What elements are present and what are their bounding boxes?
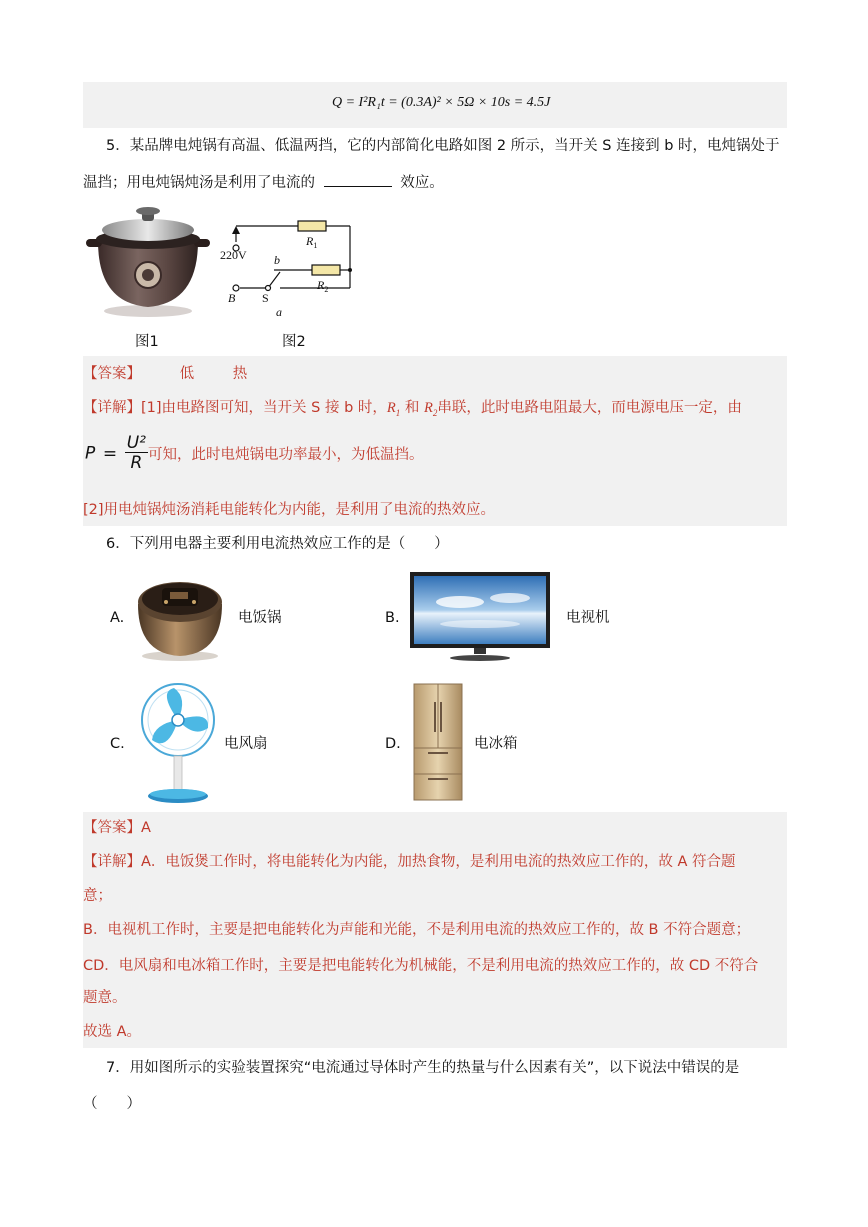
circuit-diagram (218, 212, 366, 322)
q5-answer (83, 364, 247, 384)
r2-label: $R_2$ (317, 278, 329, 294)
q6-option-a-label: 电饭锅 (238, 610, 282, 626)
q5-detail-and: 和 (404, 400, 420, 416)
q5-detail-line3: [2]用电炖锅炖汤消耗电能转化为内能，是利用了电流的热效应。 (83, 502, 496, 518)
television-image (410, 572, 550, 662)
q5-detail-line2 (85, 434, 424, 473)
q5-stem-line1: 5．某品牌电炖锅有高温、低温两挡，它的内部简化电路如图 2 所示，当开关 S 连接到 b 时，电炖锅处于 (106, 138, 780, 154)
q6-detail-line5: 题意。 (83, 990, 127, 1006)
q6-stem: 6．下列用电器主要利用电流热效应工作的是（ ） (106, 536, 449, 552)
joule-heat-formula: Q = I²R₁t = (0.3A)² × 5Ω × 10s = 4.5J (332, 95, 551, 110)
q6-option-c-letter[interactable]: C. (110, 736, 125, 752)
q6-answer-value: A (141, 820, 151, 836)
q6-option-b-label: 电视机 (566, 610, 610, 626)
refrigerator-image (412, 682, 464, 804)
q6-option-d-label: 电冰箱 (474, 736, 518, 752)
q6-option-b-letter[interactable]: B. (385, 610, 400, 626)
fig1-caption: 图1 (135, 334, 159, 350)
q5-stem-line2-end: 效应。 (400, 175, 444, 191)
q6-detail-text-0: A．电饭煲工作时，将电能转化为内能，加热食物，是利用电流的热效应工作的，故 A 符合题 (141, 854, 736, 870)
q5-detail-1c: 可知，此时电炖锅电功率最小，为低温挡。 (148, 447, 424, 463)
rice-cooker-image (132, 570, 228, 662)
q7-stem-line2: （ ） (83, 1096, 141, 1112)
q6-detail-line2: 意； (83, 888, 112, 904)
q5-detail-1a: [1]由电路图可知，当开关 S 接 b 时， (141, 400, 387, 416)
q6-answer (83, 818, 151, 838)
q5-stem-line2-text: 温挡；用电炖锅炖汤是利用了电流的 (83, 175, 315, 191)
q5-answer-label: 【答案】 (83, 366, 141, 382)
q5-answer-1: 低 (179, 366, 195, 382)
electric-fan-image (138, 682, 218, 806)
q6-detail-line1 (83, 852, 736, 872)
switch-label: S (262, 291, 269, 305)
slow-cooker-image (84, 203, 212, 321)
q5-detail-line1 (83, 398, 742, 423)
formula-numerator: U² (126, 433, 146, 453)
q6-detail-line3: B．电视机工作时，主要是把电能转化为声能和光能，不是利用电流的热效应工作的，故 B 不符合题意； (83, 922, 751, 938)
q5-detail-label: 【详解】 (83, 400, 141, 416)
terminal-b-label: B (228, 291, 236, 305)
formula-equals: = (102, 443, 118, 464)
q5-blank (324, 172, 392, 187)
q6-option-d-letter[interactable]: D. (385, 736, 401, 752)
q5-detail-r2: $R_2$ (423, 400, 438, 418)
q6-answer-label: 【答案】 (83, 820, 141, 836)
fig2-caption: 图2 (282, 334, 306, 350)
q7-stem-line1: 7．用如图所示的实验装置探究“电流通过导体时产生的热量与什么因素有关”，以下说法中错误的是 (106, 1060, 740, 1076)
r1-label: $R_1$ (306, 234, 318, 250)
q5-answer-2: 热 (232, 366, 248, 382)
formula-denominator: R (130, 453, 143, 473)
contact-a-label: a (276, 305, 282, 319)
contact-b-label: b (274, 253, 280, 267)
q6-option-c-label: 电风扇 (224, 736, 268, 752)
q6-detail-label: 【详解】 (83, 854, 141, 870)
q5-stem-line2 (83, 172, 444, 193)
voltage-label: 220V (220, 248, 247, 262)
q6-option-a-letter[interactable]: A. (110, 610, 125, 626)
q5-detail-1b: 串联，此时电路电阻最大，而电源电压一定，由 (437, 400, 742, 416)
q5-detail-r1: $R_1$ (386, 400, 401, 418)
formula-p: P (85, 443, 96, 464)
q6-detail-line6: 故选 A。 (83, 1024, 142, 1040)
formula-fraction (125, 434, 148, 473)
q6-detail-line4: CD．电风扇和电冰箱工作时，主要是把电能转化为机械能，不是利用电流的热效应工作的，故 CD 不符合 (83, 958, 759, 974)
